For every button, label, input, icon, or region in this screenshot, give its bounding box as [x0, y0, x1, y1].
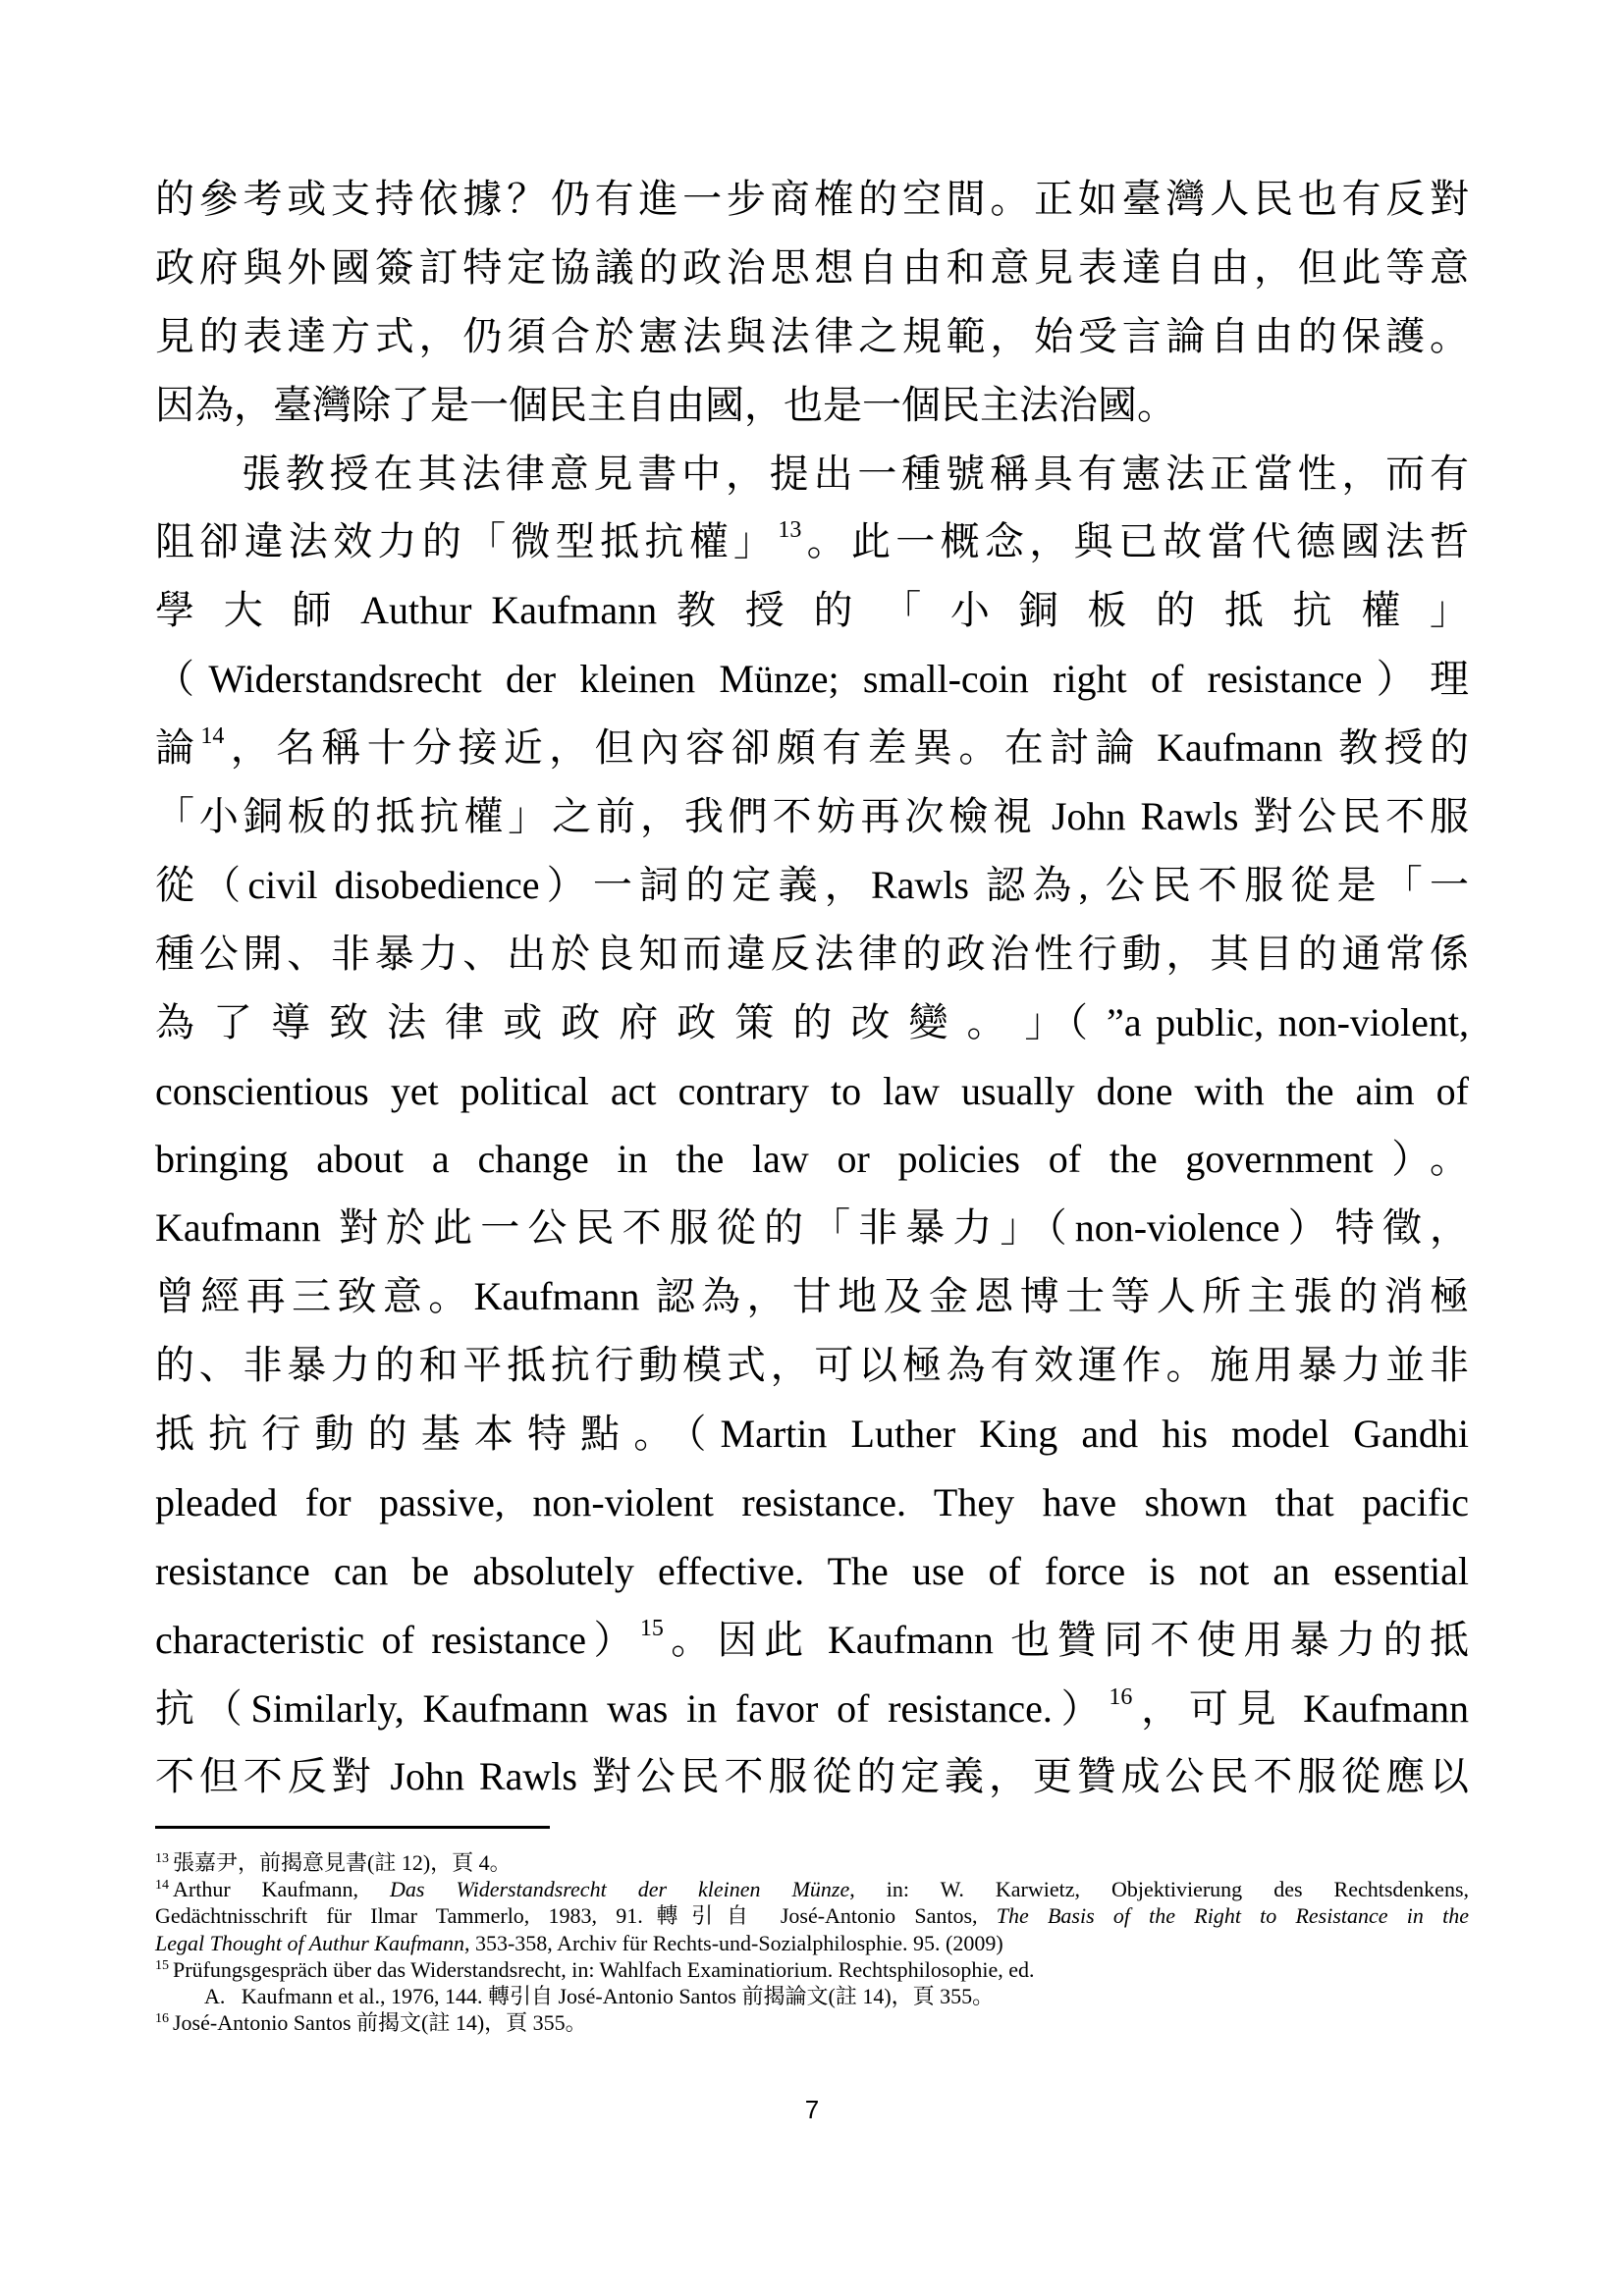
footnote-text: Arthur Kaufmann,: [173, 1877, 391, 1902]
footnotes: [155, 1849, 1469, 2036]
body-text: [155, 165, 1469, 1811]
body-line: conscientious yet political act contrary to law usually done with the aim of: [155, 1068, 1469, 1113]
text-run: 。此一概念，與已故當代德國法哲: [801, 519, 1470, 564]
body-line: 為 了 導 致 法 律 或 政 府 政 策 的 改 變 。 」（ ”a public, non-violent,: [155, 999, 1469, 1044]
text-run: characteristic of resistance）: [155, 1617, 640, 1662]
body-line: [155, 714, 1469, 782]
text-run: 阻卻違法效力的「微型抵抗權」: [155, 519, 779, 564]
footnote-14: [155, 1876, 1469, 1902]
footnote-number: 15: [155, 1957, 169, 1973]
text-run: 論: [155, 725, 201, 771]
footnote-separator: [155, 1826, 550, 1829]
body-line: 的、非暴力的和平抵抗行動模式，可以極為有效運作。施用暴力並非: [155, 1343, 1469, 1388]
footnote-number: 13: [155, 1851, 169, 1866]
footnote-13: [155, 1849, 1469, 1876]
text-run: 。因此 Kaufmann 也贊同不使用暴力的抵: [663, 1617, 1470, 1662]
body-line: 抵抗行動的基本特點。（Martin Luther King and his model Gandhi: [155, 1412, 1469, 1457]
body-line: 學 大 師 Authur Kaufmann 教 授 的 「 小 銅 板 的 抵 抗 權 」: [155, 588, 1469, 633]
footnote-ref-16[interactable]: 16: [1109, 1683, 1133, 1710]
footnote-number: 14: [155, 1878, 169, 1894]
footnote-title: Legal Thought of Authur Kaufmann: [155, 1930, 464, 1955]
footnote-text: , 353-358, Archiv für Rechts-und-Sozialphilosphie. 95. (2009): [463, 1930, 1003, 1955]
footnote-ref-15[interactable]: 15: [639, 1615, 664, 1641]
footnote-15-cont: A. Kaufmann et al., 1976, 144. 轉引自 José-Antonio Santos 前揭論文(註 14)，頁 355。: [204, 1983, 995, 2008]
body-line: [155, 1606, 1469, 1675]
body-line: 從（civil disobedience）一詞的定義，Rawls 認為, 公民不服從是「一: [155, 862, 1469, 907]
footnote-title: Das Widerstandsrecht der kleinen Münze: [390, 1877, 850, 1902]
text-run: ，名稱十分接近，但內容卻頗有差異。在討論 Kaufmann 教授的: [224, 725, 1470, 771]
body-line: 見的表達方式，仍須合於憲法與法律之規範，始受言論自由的保護。: [155, 313, 1469, 358]
footnote-ref-13[interactable]: 13: [778, 517, 802, 544]
body-line: 「小銅板的抵抗權」之前，我們不妨再次檢視 John Rawls 對公民不服: [155, 794, 1469, 839]
footnote-14-cont: [155, 1902, 1469, 1929]
footnote-ref-14[interactable]: 14: [200, 723, 225, 750]
body-line: bringing about a change in the law or policies of the government）。: [155, 1137, 1469, 1182]
footnote-text: , in: W. Karwietz, Objektivierung des Rechtsdenkens,: [849, 1877, 1469, 1902]
body-line: 的參考或支持依據？仍有進一步商榷的空間。正如臺灣人民也有反對: [155, 177, 1469, 221]
body-line: 曾經再三致意。Kaufmann 認為，甘地及金恩博士等人所主張的消極: [155, 1274, 1469, 1319]
text-run: 抗（Similarly, Kaufmann was in favor of resistance.）: [155, 1685, 1110, 1731]
body-line: [155, 1675, 1469, 1743]
footnote-title: The Basis of the Right to Resistance in the: [996, 1903, 1469, 1929]
body-line: （Widerstandsrecht der kleinen Münze; small-coin right of resistance）理: [155, 657, 1469, 702]
body-line: Kaufmann 對於此一公民不服從的「非暴力」（non-violence）特徵，: [155, 1205, 1469, 1251]
footnote-text: 張嘉尹，前揭意見書(註 12)，頁 4。: [173, 1850, 512, 1875]
footnote-number: 16: [155, 2011, 169, 2027]
footnote-text: Prüfungsgespräch über das Widerstandsrecht, in: Wahlfach Examinatiorium. Rechtsphilosophie, ed.: [173, 1956, 1035, 1982]
body-line: 政府與外國簽訂特定協議的政治思想自由和意見表達自由，但此等意: [155, 244, 1469, 290]
footnote-16: [155, 2009, 1469, 2036]
body-line: 因為，臺灣除了是一個民主自由國，也是一個民主法治國。: [155, 382, 1176, 427]
page-number: 7: [804, 2095, 820, 2124]
body-line: 種公開、非暴力、出於良知而違反法律的政治性行動，其目的通常係: [155, 931, 1469, 976]
body-line: resistance can be absolutely effective. The use of force is not an essential: [155, 1548, 1469, 1593]
body-line: [155, 507, 1469, 576]
footnote-15: [155, 1956, 1469, 1983]
footnote-text: José-Antonio Santos 前揭文(註 14)，頁 355。: [173, 2010, 587, 2036]
footnote-text: Gedächtnisschrift für Ilmar Tammerlo, 1983, 91.轉引自 José-Antonio Santos,: [155, 1903, 997, 1929]
body-line: 不但不反對 John Rawls 對公民不服從的定義，更贊成公民不服從應以: [155, 1754, 1469, 1799]
footnote-14-cont: [155, 1930, 1469, 1956]
body-line: pleaded for passive, non-violent resistance. They have shown that pacific: [155, 1479, 1469, 1524]
text-run: ，可見 Kaufmann: [1132, 1685, 1469, 1731]
body-line-paragraph-start: 張教授在其法律意見書中，提出一種號稱具有憲法正當性，而有: [242, 451, 1469, 496]
